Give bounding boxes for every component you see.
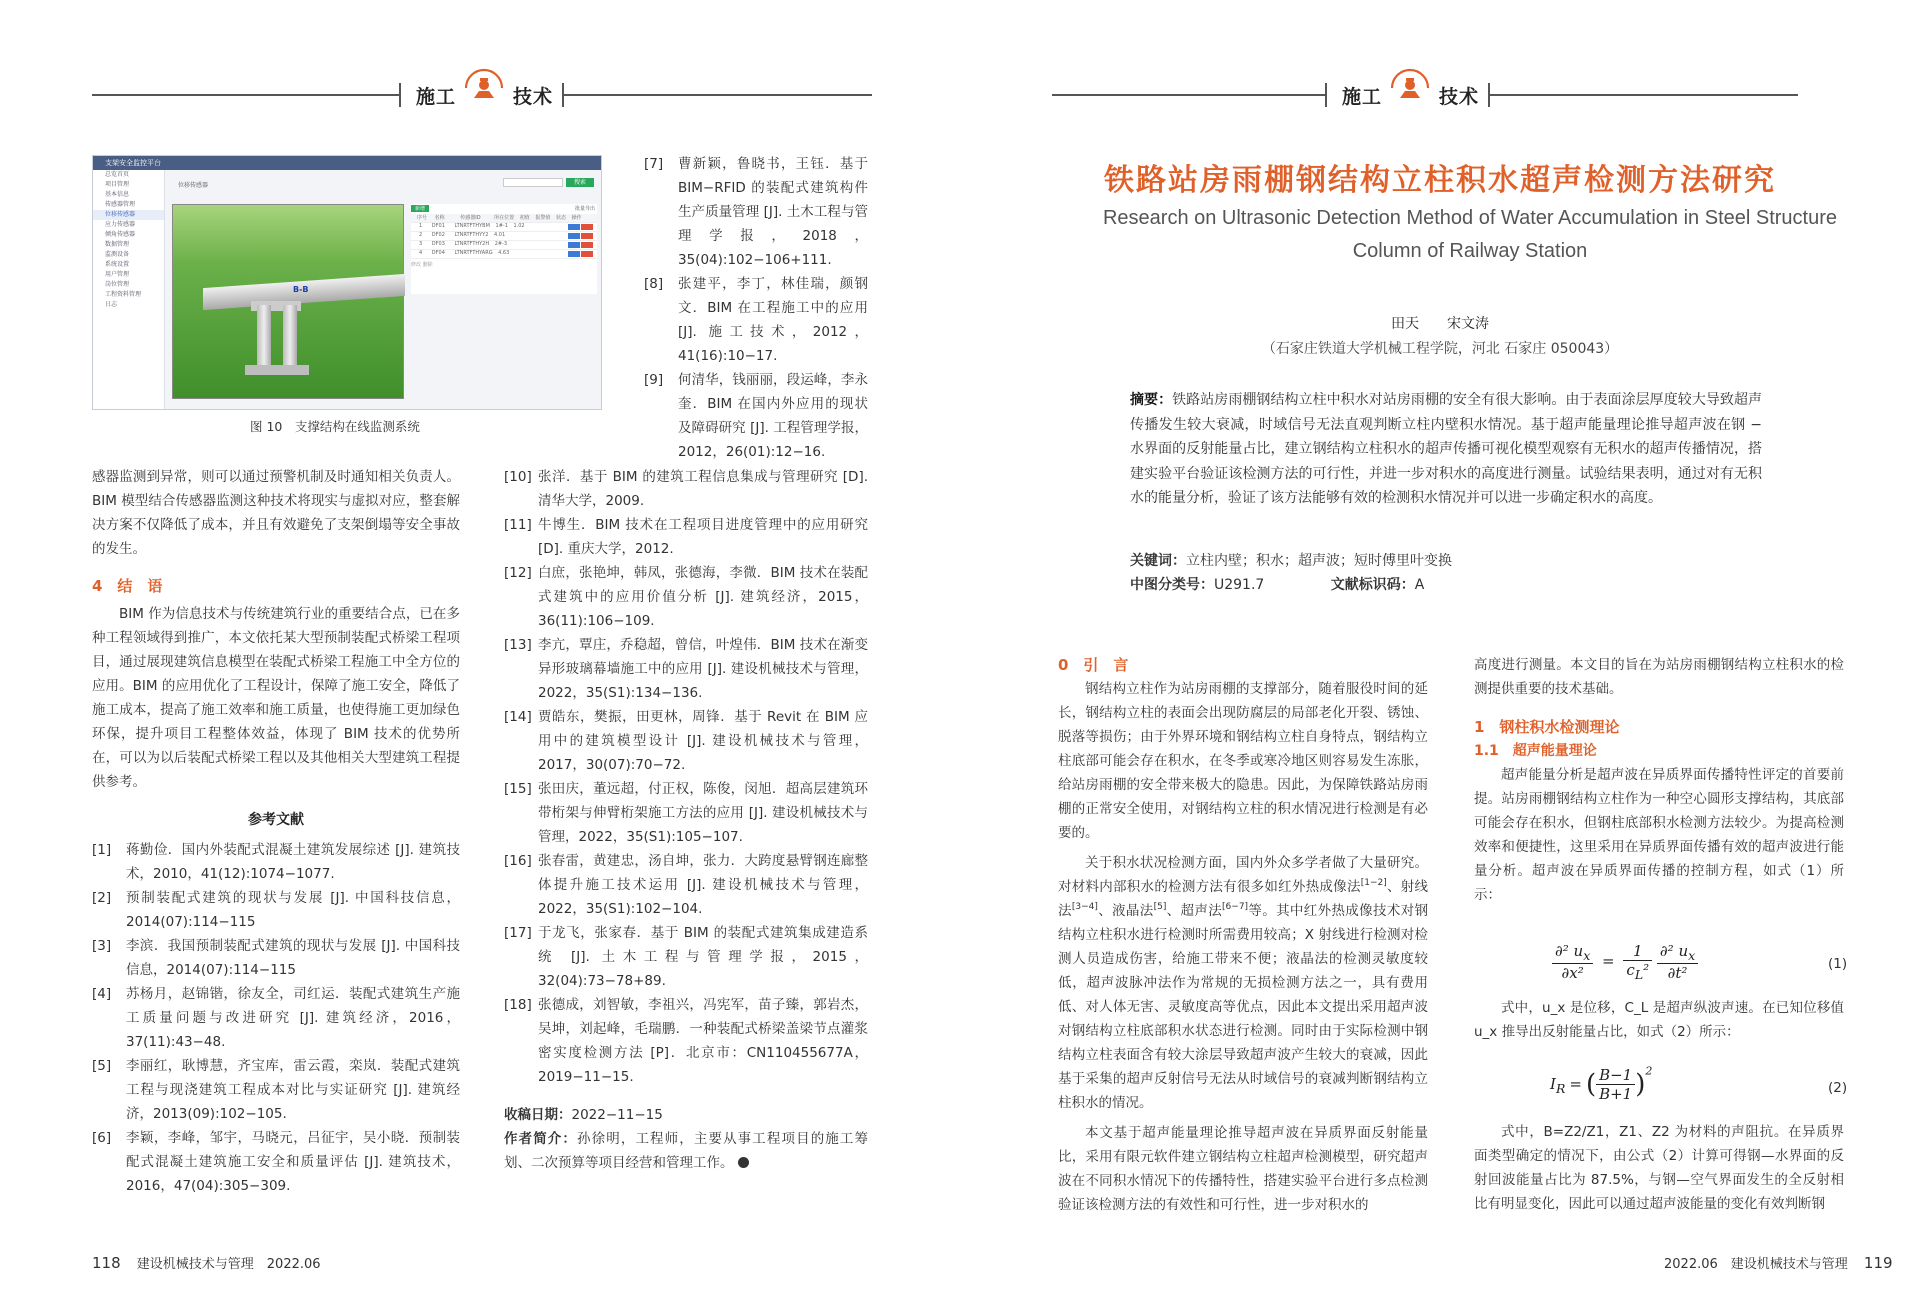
left-column-2-top (644, 152, 868, 464)
affiliation: （石家庄铁道大学机械工程学院，河北 石家庄 050043） (1261, 341, 1619, 357)
sidebar-item: 工程资料管理 (105, 291, 142, 298)
section-heading: 0 引 言 (1058, 656, 1129, 674)
right-column-1 (1058, 653, 1428, 1217)
article-title-en: Research on Ultrasonic Detection Method of Water Accumulation in Steel Structure Column of Railway Station (1102, 207, 1838, 262)
body-paragraph: 关于积水状况检测方面，国内外众多学者做了大量研究。对材料内部积水的检测方法有很多如红外热成像法[1−2]、射线法[3−4]、液晶法[5]、超声法[6−7]等。其中红外热成像技术对钢结构立柱积水进行检测时所需费用较高；X 射线进行检测对检测人员造成伤害，给施工带来不便；液晶法的检测灵敏度较低，超声波脉冲法作为常规的无损检测方法之一，具有费用低、对人体无害、灵敏度高等优点，因此本文提出采用超声波对钢结构立柱底部积水状态进行检测。同时由于实际检测中钢结构立柱表面含有较大涂层导致超声波产生较大的衰减，因此基于采集的超声反射信号无法从时域信号的衰减判断钢结构立柱积水的情况。 (1058, 855, 1429, 1111)
journal-name: 2022.06 建设机械技术与管理 (1664, 1257, 1848, 1272)
abstract: 摘要：铁路站房雨棚钢结构立柱中积水对站房雨棚的安全有很大影响。由于表面涂层厚度较大导致超声传播发生较大衰减，时域信号无法直观判断立柱内壁积水情况。基于超声能量理论推导超声波在钢 − 水界面的反射能量占比，建立钢结构立柱积水的超声传播可视化模型观察有无积水的超声传播情况，搭建实验平台验证该检测方法的可行性，并进一步对积水的高度进行测量。试验结果表明，通过对有无积水的能量分析，验证了该方法能够有效的检测积水情况并可以进一步确定积水的高度。 (1130, 392, 1763, 506)
sidebar-item: 总览首页 (105, 171, 130, 178)
sidebar-item: 系统设置 (105, 261, 130, 268)
table-row: 3 DF03 LTNRTFTHY2H 2#-3 (411, 241, 597, 250)
left-column-1 (92, 465, 460, 1198)
pier-column (257, 305, 271, 367)
body-paragraph: BIM 作为信息技术与传统建筑行业的重要结合点，已在多种工程领域得到推广，本文依托某大型预制装配式桥梁工程项目，通过展现建筑信息模型在装配式桥梁工程施工中全方位的应用。BIM 的应用优化了工程设计，保障了施工安全，降低了施工成本，提高了施工效率和施工质量，也使得施工更加绿色环保，提升项目工程整体效益，体现了 BIM 技术的优势所在，可以为以后装配式桥梁工程以及其他相关大型建筑工程提供参考。 (92, 606, 460, 790)
reference-item: [7] 曹新颖，鲁晓书，王钰．基于 BIM−RFID 的装配式建筑构件生产质量管理 [J]. 土木工程与管理学报，2018，35(04):102−106+111. (644, 156, 868, 268)
monitoring-system-screenshot (92, 155, 602, 410)
reference-item: [13] 李亢，覃庄，乔稳超，曾信，叶煌伟．BIM 技术在渐变异形玻璃幕墙施工中的应用 [J]. 建设机械技术与管理，2022，35(S1):134−136. (504, 637, 868, 701)
reference-item: [17] 于龙飞，张家春．基于 BIM 的装配式建筑集成建造系统 [J]. 土木工程与管理学报，2015，32(04):73−78+89. (504, 925, 868, 989)
body-paragraph: 钢结构立柱作为站房雨棚的支撑部分，随着服役时间的延长，钢结构立柱的表面会出现防腐层的局部老化开裂、锈蚀、脱落等损伤；由于外界环境和钢结构立柱自身特点，钢结构立柱底部可能会存在积水，在冬季或寒冷地区则容易发生冻胀，给站房雨棚的安全带来极大的隐患。因此，为保障铁路站房雨棚的正常安全使用，对钢结构立柱的积水情况进行检测是有必要的。 (1058, 681, 1428, 841)
end-mark-icon (738, 1157, 749, 1168)
sidebar-item: 位移传感器 (93, 210, 164, 220)
sidebar-item: 监测设备 (105, 251, 130, 258)
reference-item: [15] 张田庆，董远超，付正权，陈俊，闵旭．超高层建筑环带桁架与伸臂桁架施工方法的应用 [J]. 建设机械技术与管理，2022，35(S1):105−107. (504, 781, 868, 845)
bim-3d-scene (172, 204, 404, 399)
equation-1: $\frac{\partial^2 u_x}{\text{∂x²}}$ = $\frac{1}{c_L^2}$ $\frac{\partial^2 u_x}{\text{∂t²}}$ (1552, 942, 1698, 982)
left-footer (92, 1253, 321, 1272)
reference-item: [1] 蒋勤俭．国内外装配式混凝土建筑发展综述 [J]. 建筑技术，2010，41(12):1074−1077. (92, 842, 460, 882)
sidebar-item: 基本信息 (105, 191, 130, 198)
reference-item: [11] 牛博生．BIM 技术在工程项目进度管理中的应用研究 [D]. 重庆大学，2012. (504, 517, 868, 557)
sidebar-item: 数据管理 (105, 241, 130, 248)
worker-helmet-logo-icon (462, 68, 506, 108)
reference-item: [2] 预制装配式建筑的现状与发展 [J]. 中国科技信息，2014(07):114−115 (92, 890, 460, 930)
equation-number: (1) (1828, 956, 1848, 972)
classification: 中图分类号：U291.7 文献标识码：A (1130, 577, 1425, 593)
search-button: 搜索 (566, 178, 594, 187)
reference-item: [18] 张德成，刘智敏，李祖兴，冯宪军，苗子臻，郭岩杰，吴坤，刘起峰，毛瑞鹏．一种装配式桥梁盖梁节点灌浆密实度检测方法 [P]．北京市：CN110455677A，2019−11−15. (504, 997, 868, 1085)
search-input (503, 178, 563, 187)
sidebar-item: 倾角传感器 (105, 231, 136, 238)
table-header-row: 序号 名称 传感器ID 所在位置 初值 报警值 状态 操作 (411, 214, 597, 223)
panel-title: 位移传感器 (178, 182, 209, 189)
reference-item: [3] 李滨．我国预制装配式建筑的现状与发展 [J]. 中国科技信息，2014(07):114−115 (92, 938, 460, 978)
body-paragraph: 本文基于超声能量理论推导超声波在异质界面反射能量比，采用有限元软件建立钢结构立柱超声检测模型，研究超声波在不同积水情况下的传播特性，搭建实验平台进行多点检测验证该检测方法的有效性和可行性，进一步对积水的 (1058, 1125, 1428, 1213)
right-page (960, 0, 1920, 1303)
section-heading: 4 结 语 (92, 577, 163, 595)
page-number: 118 (92, 1254, 121, 1272)
reference-item: [6] 李颖，李峰，邹宇，马晓元，吕征宇，吴小晓．预制装配式混凝土建筑施工安全和质量评估 [J]. 建筑技术，2016，47(04):305−309. (92, 1130, 460, 1194)
reference-item: [4] 苏杨月，赵锦锴，徐友全，司红运．装配式建筑生产施工质量问题与改进研究 [J]. 建筑经济，2016，37(11):43−48. (92, 986, 460, 1050)
received-date: 收稿日期：2022−11−15 (504, 1107, 663, 1123)
reference-item: [12] 白庶，张艳坤，韩凤，张德海，李微．BIM 技术在装配式建筑中的应用价值分析 [J]. 建筑经济，2015，36(11):106−109. (504, 565, 868, 629)
sidebar-item: 传感器管理 (105, 201, 136, 208)
equation-2: $I_R$ = ( $\frac{B-1}{B+1}$ )$^2$ (1550, 1064, 1653, 1103)
left-column-2-bottom (504, 465, 868, 1175)
body-paragraph: 式中，B=Z2/Z1，Z1、Z2 为材料的声阻抗。在异质界面类型确定的情况下，由公式（2）计算可得钢—水界面的反射回波能量占比为 87.5%，与钢—空气界面发生的全反射相比有明显变化，因此可以通过超声波能量的变化有效判断钢 (1474, 1124, 1844, 1212)
equation-number: (2) (1828, 1080, 1848, 1096)
reference-list (644, 152, 868, 464)
app-sidebar (93, 170, 165, 410)
reference-list (504, 465, 868, 1089)
section-heading: 1 钢柱积水检测理论 (1474, 718, 1620, 736)
right-column-2-bottom (1474, 1120, 1844, 1216)
page-header (92, 80, 872, 110)
header-right-word: 技术 (513, 86, 554, 108)
pier-column (283, 305, 297, 367)
subsection-heading: 1.1 超声能量理论 (1474, 743, 1597, 759)
right-footer (1664, 1253, 1893, 1272)
sidebar-item: 项目管理 (105, 181, 130, 188)
header-left-word: 施工 (1342, 86, 1383, 108)
table-row: 1 DF01 LTNRTFTHYBM 1#-1 1.02 (411, 223, 597, 232)
journal-name: 建设机械技术与管理 2022.06 (136, 1257, 321, 1272)
reference-item: [9] 何清华，钱丽丽，段运峰，李永奎．BIM 在国内外应用的现状及障碍研究 [J]. 工程管理学报，2012，26(01):12−16. (644, 372, 868, 460)
body-paragraph: 超声能量分析是超声波在异质界面传播特性评定的首要前提。站房雨棚钢结构立柱作为一种空心圆形支撑结构，其底部可能会存在积水，但钢柱底部积水检测方法较少。为提高检测效率和便捷性，这里采用在异质界面传播有效的超声波进行能量分析。超声波在异质界面传播的控制方程，如式（1）所示： (1474, 767, 1844, 903)
page-header (1052, 80, 1798, 110)
body-paragraph: 高度进行测量。本文目的旨在为站房雨棚钢结构立柱积水的检测提供重要的技术基础。 (1474, 657, 1844, 697)
reference-list (92, 838, 460, 1198)
author-bio: 作者简介：孙徐明，工程师，主要从事工程项目的施工筹划、二次预算等项目经营和管理工作。 (504, 1131, 869, 1171)
sidebar-item: 岗位管理 (105, 281, 130, 288)
right-column-2-mid (1474, 996, 1844, 1044)
app-title: 支架安全监控平台 (105, 159, 161, 167)
reference-item: [5] 李丽红，耿博慧，齐宝库，雷云霞，栾岚．装配式建筑工程与现浇建筑工程成本对比与实证研究 [J]. 建筑经济，2013(09):102−105. (92, 1058, 460, 1122)
reference-item: [14] 贾皓东，樊振，田更林，周锋．基于 Revit 在 BIM 应用中的建筑模型设计 [J]. 建设机械技术与管理，2017，30(07):70−72. (504, 709, 868, 773)
beam-label: B-B (293, 285, 309, 294)
table-row: 4 DF04 LTNRTFTHYARG 4.63 (411, 250, 597, 259)
reference-item: [10] 张洋．基于 BIM 的建筑工程信息集成与管理研究 [D]. 清华大学，2009. (504, 469, 868, 509)
export-link: 批量导出 (574, 206, 595, 212)
reference-item: [8] 张建平，李丁，林佳瑞，颜钢文．BIM 在工程施工中的应用 [J]. 施工技术，2012，41(16):10−17. (644, 276, 868, 364)
right-column-2 (1474, 653, 1844, 907)
article-title-cn: 铁路站房雨棚钢结构立柱积水超声检测方法研究 (1104, 163, 1776, 198)
reference-item: [16] 张春雷，黄建忠，汤自坤，张力．大跨度悬臂钢连廊整体提升施工技术运用 [J]. 建设机械技术与管理，2022，35(S1):102−104. (504, 853, 868, 917)
body-paragraph: 式中，u_x 是位移，C_L 是超声纵波声速。在已知位移值 u_x 推导出反射能量占比，如式（2）所示： (1474, 1000, 1844, 1040)
sidebar-item: 用户管理 (105, 271, 130, 278)
references-heading: 参考文献 (248, 812, 304, 828)
sidebar-item: 应力传感器 (105, 221, 136, 228)
keywords: 关键词：立柱内壁；积水；超声波；短时傅里叶变换 (1130, 553, 1452, 569)
sidebar-item: 日志 (105, 301, 118, 308)
header-left-word: 施工 (416, 86, 457, 108)
figure-caption: 图 10 支撑结构在线监测系统 (250, 419, 420, 434)
worker-helmet-logo-icon (1388, 68, 1432, 108)
app-title-bar (93, 156, 601, 170)
add-button: 新增 (411, 205, 429, 212)
authors: 田天 宋文涛 (1391, 316, 1489, 332)
table-row: 2 DF02 LTNRTFTHYY2 4.01 (411, 232, 597, 241)
header-right-word: 技术 (1439, 86, 1480, 108)
sensor-table-panel: 新增 批量导出 序号 名称 传感器ID 所在位置 初值 报警值 状态 操作 1 DF01 LTNRTFTHYBM 1#-1 1.02 2 DF02 LTNRTFTHYY2 4.01 3 DF03 LTNRTFTHY2H 2#-3 4 DF04 LTNRTFTHYARG 4.63 修改 删除 (411, 204, 597, 294)
body-paragraph: 感器监测到异常，则可以通过预警机制及时通知相关负责人。BIM 模型结合传感器监测这种技术将现实与虚拟对应，整套解决方案不仅降低了成本，并且有效避免了支架倒塌等安全事故的发生。 (92, 469, 460, 557)
page-number: 119 (1863, 1254, 1893, 1272)
